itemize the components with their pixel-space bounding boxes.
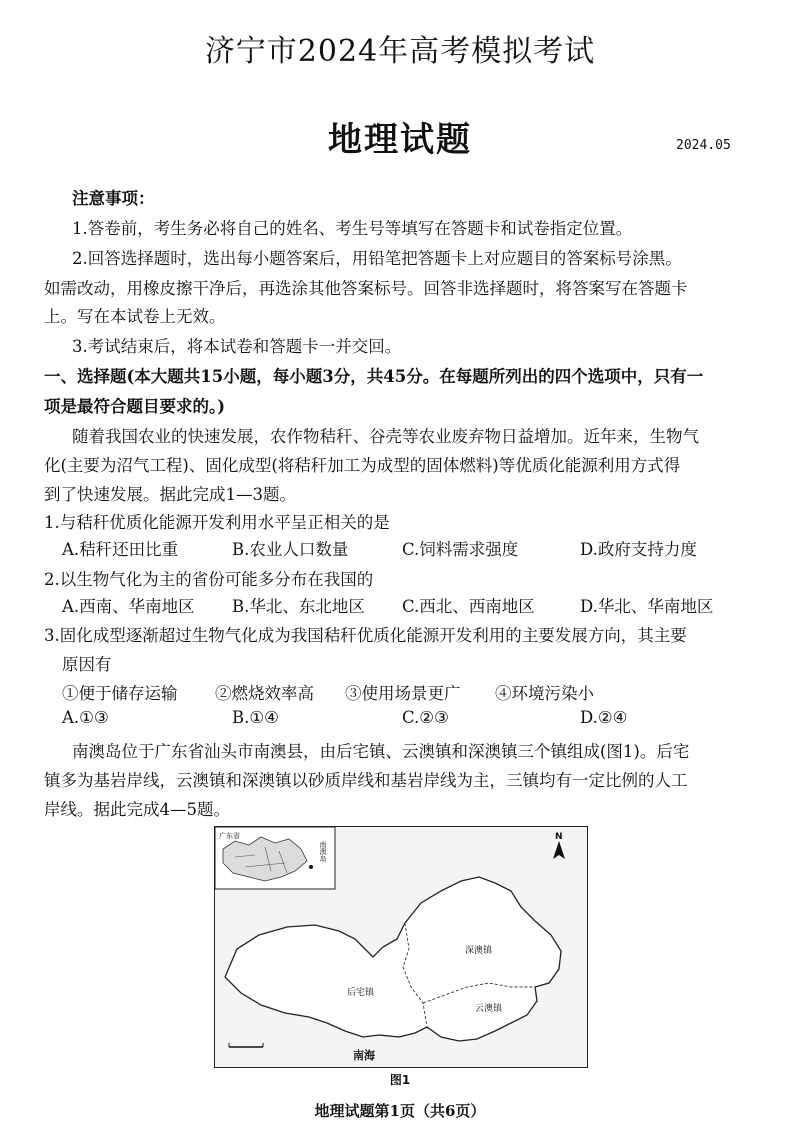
notice-item-2-line-1: 2.回答选择题时，选出每小题答案后，用铅笔把答题卡上对应题目的答案标号涂黑。 (72, 249, 682, 268)
option-a: A.①③ (62, 708, 109, 727)
question-2-stem: 2.以生物气化为主的省份可能多分布在我国的 (44, 570, 374, 589)
town-label-yunao: 云澳镇 (475, 1004, 503, 1014)
option-b: B.农业人口数量 (232, 540, 349, 559)
subject-title: 地理试题 (328, 120, 472, 160)
option-b: B.华北、东北地区 (232, 597, 365, 616)
question-3-stem-line-2: 原因有 (62, 655, 112, 674)
passage-1-line-1: 随着我国农业的快速发展，农作物秸秆、谷壳等农业废弃物日益增加。近年来，生物气 (72, 427, 699, 446)
statement-1: ①便于储存运输 (62, 684, 178, 703)
statement-3: ③使用场景更广 (345, 684, 461, 703)
inset-province-label: 广东省 (219, 832, 240, 840)
town-label-shenao: 深澳镇 (465, 946, 493, 956)
inset-island-label: 南澳岛 (319, 841, 327, 862)
passage-1-line-2: 化(主要为沼气工程)、固化成型(将秸秆加工为成型的固体燃料)等优质化能源利用方式得 (44, 456, 681, 475)
section-1-heading-line-1: 一、选择题(本大题共15小题，每小题3分，共45分。在每题所列出的四个选项中，只有一 (44, 367, 704, 386)
town-label-houzhai: 后宅镇 (347, 988, 375, 998)
option-a: A.西南、华南地区 (62, 597, 195, 616)
notice-item-2-line-2: 如需改动，用橡皮擦干净后，再选涂其他答案标号。回答非选择题时，将答案写在答题卡 (44, 279, 688, 298)
passage-2-line-2: 镇多为基岩岸线，云澳镇和深澳镇以砂质岸线和基岩岸线为主，三镇均有一定比例的人工 (44, 771, 688, 790)
passage-2-line-1: 南澳岛位于广东省汕头市南澳县，由后宅镇、云澳镇和深澳镇三个镇组成(图1)。后宅 (72, 742, 690, 761)
passage-1-line-3: 到了快速发展。据此完成1—3题。 (44, 485, 296, 504)
notice-item-2-line-3: 上。写在本试卷上无效。 (44, 307, 226, 326)
passage-2-line-3: 岸线。据此完成4—5题。 (44, 800, 230, 819)
option-d: D.华北、华南地区 (580, 597, 714, 616)
notice-heading: 注意事项： (72, 189, 155, 208)
option-a: A.秸秆还田比重 (62, 540, 179, 559)
page-footer: 地理试题第1页（共6页） (314, 1102, 486, 1120)
notice-item-1: 1.答卷前，考生务必将自己的姓名、考生号等填写在答题卡和试卷指定位置。 (72, 219, 633, 238)
statement-4: ④环境污染小 (495, 684, 594, 703)
inset-map (215, 827, 335, 889)
notice-item-3: 3.考试结束后，将本试卷和答题卡一并交回。 (72, 337, 402, 356)
option-d: D.②④ (580, 708, 628, 727)
option-c: C.②③ (402, 708, 449, 727)
section-1-heading-line-2: 项是最符合题目要求的。) (44, 397, 226, 416)
statement-2: ②燃烧效率高 (215, 684, 314, 703)
exam-title: 济宁市2024年高考模拟考试 (204, 34, 596, 69)
map-svg (215, 827, 587, 1067)
question-1-stem: 1.与秸秆优质化能源开发利用水平呈正相关的是 (44, 513, 390, 532)
sea-label: 南海 (353, 1049, 375, 1062)
north-label: N (555, 832, 563, 842)
option-c: C.西北、西南地区 (402, 597, 535, 616)
exam-date: 2024.05 (676, 138, 731, 153)
inset-island-label-group (319, 840, 327, 863)
figure-1-caption: 图1 (389, 1073, 411, 1087)
figure-1-map (214, 826, 588, 1068)
question-3-stem-line-1: 3.固化成型逐渐超过生物气化成为我国秸秆优质化能源开发利用的主要发展方向，其主要 (44, 626, 687, 645)
nanao-location-dot (309, 865, 313, 869)
option-c: C.饲料需求强度 (402, 540, 519, 559)
option-b: B.①④ (232, 708, 279, 727)
option-d: D.政府支持力度 (580, 540, 697, 559)
